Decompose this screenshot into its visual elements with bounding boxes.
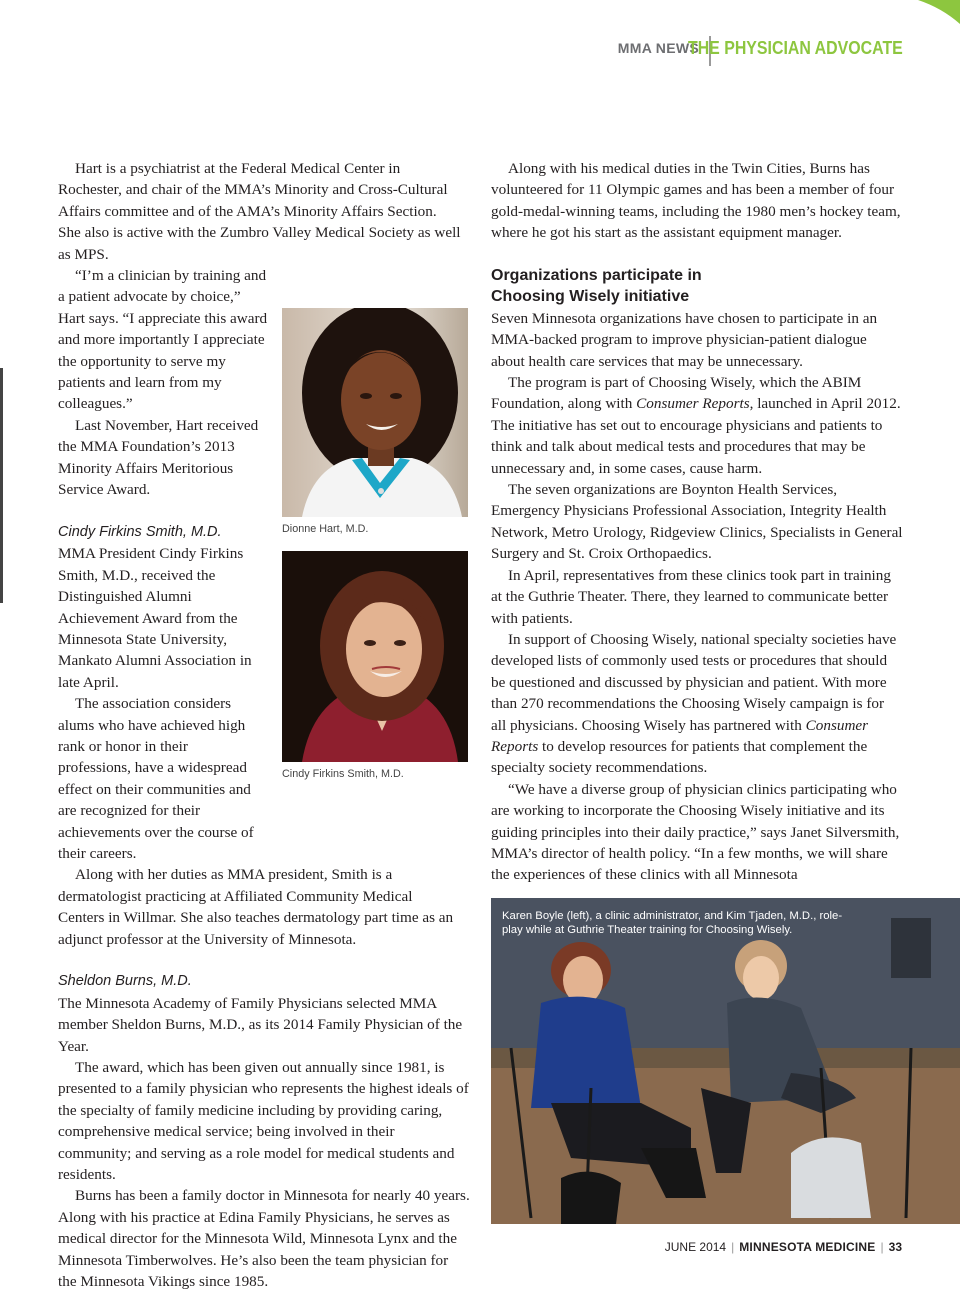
paragraph: Along with her duties as MMA president, Smith is a dermatologist practicing at Affiliated Community Medical Centers in Willmar. She also teaches dermatology part time as an adjunct professor at the University of Minnesota. xyxy=(58,866,454,948)
publication-name: Consumer Reports xyxy=(491,716,869,755)
text-run: The program is part of Choosing Wisely, which the ABIM Foundation, along with xyxy=(491,374,862,413)
paragraph: The seven organizations are Boynton Health Services, Emergency Physicians Professional Association, Integrity Health Network, Metro Urology, Ridgeview Clinics, Specialists in General Surgery and St. Croix Orthopaedics. xyxy=(491,481,903,563)
paragraph: Hart is a psychiatrist at the Federal Medical Center in Rochester, and chair of the MMA’s Minority and Cross-Cultural Affairs committee and of the AMA’s Minority Affairs Section. She also is active with the Zumbro Valley Medical Society as well as MPS. xyxy=(58,160,461,263)
text-run: In support of Choosing Wisely, national specialty societies have developed lists of commonly used tests or procedures that should be questioned and discussed by physician and patient. With more than 270 recommendations the Choosing Wisely campaign is for all physicians. Choosing Wisely has partnered with xyxy=(491,630,897,734)
paragraph: Seven Minnesota organizations have chosen to participate in an MMA-backed program to improve physician-patient dialogue about health care services that may be unnecessary. xyxy=(491,309,878,370)
photo-caption: Karen Boyle (left), a clinic administrator, and Kim Tjaden, M.D., role-play while at Guthrie Theater training for Choosing Wisely. xyxy=(502,910,843,936)
subhead-smith: Cindy Firkins Smith, M.D. xyxy=(58,523,222,540)
paragraph: In April, representatives from these clinics took part in training at the Guthrie Theater. There, they learned to communicate better with patients. xyxy=(491,566,891,627)
photo-caption: Dionne Hart, M.D. xyxy=(282,523,369,535)
section-label: MMA NEWS xyxy=(617,40,699,56)
footer-divider: | xyxy=(731,1240,735,1254)
subhead-burns: Sheldon Burns, M.D. xyxy=(58,973,192,990)
magazine-name: MINNESOTA MEDICINE xyxy=(739,1240,876,1254)
corner-accent-shape xyxy=(860,0,960,24)
paragraph: Last November, Hart received the MMA Foundation’s 2013 Minority Affairs Meritorious Service Award. xyxy=(58,416,259,499)
paragraph: Along with his medical duties in the Twin Cities, Burns has volunteered for 11 Olympic games and has been a member of four gold-medal-winning teams, including the 1980 men’s hockey team, where he got his start as the assistant equipment manager. xyxy=(491,160,901,242)
page-footer xyxy=(665,1240,902,1254)
text-run: to develop resources for patients that complement the specialty society recommendations. xyxy=(491,737,868,777)
page-edge-rule xyxy=(0,368,3,603)
smith-photo xyxy=(282,551,468,762)
heading-line: Choosing Wisely initiative xyxy=(491,288,690,306)
paragraph: The Minnesota Academy of Family Physicians selected MMA member Sheldon Burns, M.D., as its 2014 Family Physician of the Year. xyxy=(58,994,463,1055)
text-run: , launched in April 2012. The initiative has set out to encourage physicians and patients to think and talk about medical tests and procedures that may be unnecessary and, in some cases, cause harm. xyxy=(491,395,901,477)
heading-line: Organizations participate in xyxy=(491,267,702,285)
hart-photo xyxy=(282,308,468,517)
right-column xyxy=(491,158,903,886)
department-title: THE PHYSICIAN ADVOCATE xyxy=(688,37,903,58)
section-heading xyxy=(491,265,903,308)
paragraph: “We have a diverse group of physician clinics participating who are working to incorporate the Choosing Wisely initiative and its guiding principles into their daily practice,” says Janet Silversmith, MMA’s director of health policy. “In a few months, we will share the experiences of these clinics with all Minnesota xyxy=(491,780,900,884)
running-header xyxy=(560,36,905,66)
paragraph: Burns has been a family doctor in Minnesota for nearly 40 years. Along with his practice at Edina Family Physicians, he serves as medical director for the Minnesota Wild, Minnesota Lynx and the Minnesota Timberwolves. He’s also been the team physician for the Minnesota Vikings since 1985. xyxy=(58,1187,470,1291)
paragraph xyxy=(491,629,903,779)
publication-name: Consumer Reports xyxy=(636,395,750,413)
photo-caption: Cindy Firkins Smith, M.D. xyxy=(282,768,404,780)
paragraph: MMA President Cindy Firkins Smith, M.D., received the Distinguished Alumni Achievement Award from the Minnesota State University, Mankato Alumni Association in late April. xyxy=(58,545,252,691)
paragraph: The association considers alums who have achieved high rank or honor in their professions, have a widespread effect on their communities and are recognized for their achievements over the course of their careers. xyxy=(58,695,254,862)
page-number: 33 xyxy=(888,1240,902,1254)
issue-date: JUNE 2014 xyxy=(664,1240,727,1254)
footer-divider: | xyxy=(880,1240,884,1254)
paragraph: The award, which has been given out annually since 1981, is presented to a family physician who represents the highest ideals of the specialty of family medicine including by providing caring, comprehensive medical service; being involved in their community; and serving as a role model for medical students and residents. xyxy=(58,1059,469,1184)
guthrie-photo xyxy=(491,898,960,1224)
paragraph xyxy=(491,372,903,479)
paragraph: “I’m a clinician by training and a patient advocate by choice,” Hart says. “I appreciate this award and more importantly I appreciate the opportunity to serve my patients and learn from my colleagues.” xyxy=(58,267,268,413)
